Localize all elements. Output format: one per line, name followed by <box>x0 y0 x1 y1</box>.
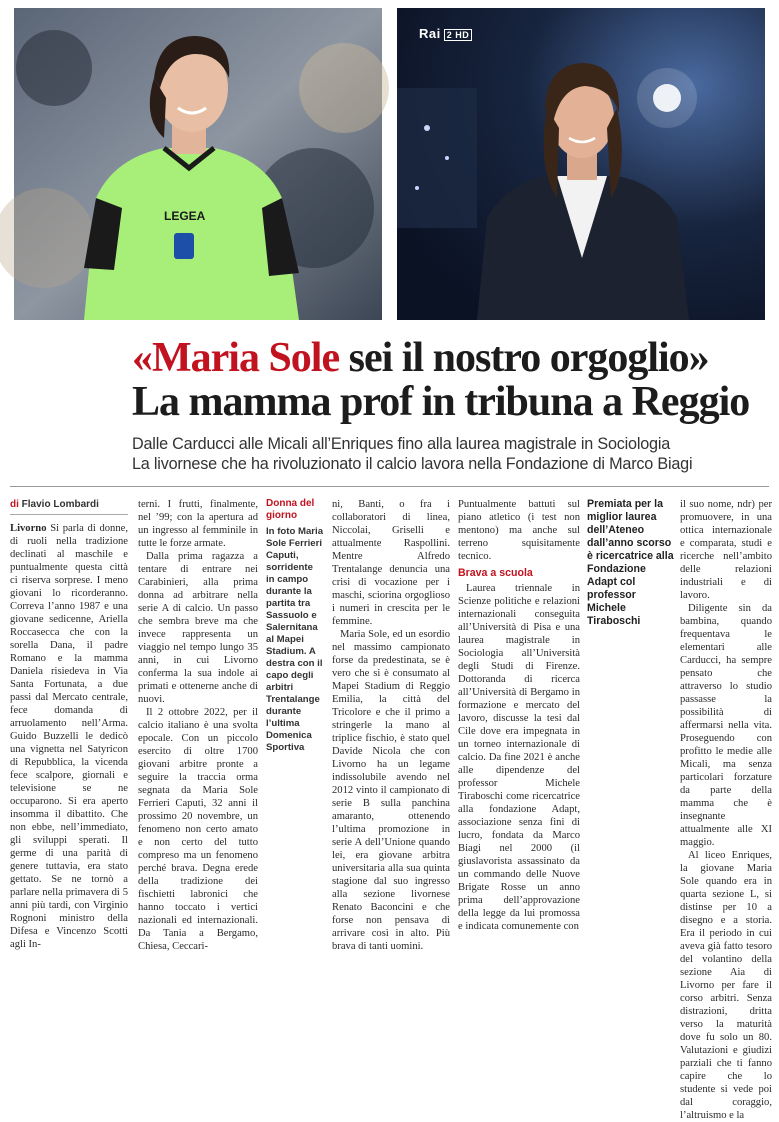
svg-text:LEGEA: LEGEA <box>164 209 206 223</box>
photo-referee-field <box>14 8 382 320</box>
paragraph: Maria Sole, ed un esordio nel massimo campionato forse da predestinata, se è vero che si è consumato al Mapei Stadium di Reggio Emilia, la città del Tricolore e che il primo a stringerle la mano al triplice fischio, è stato quel Davide Nicola che con Livorno ha un legame indissolubile avendo nel 2012 vinto il campionato di serie B sulla panchina amaranto, ottenendo l’ultima promozione in serie A dell’Unione quando lei, era giovane arbitra universitaria alla sua quinta stagione dal suo ingresso alla sezione livornese Renato Baconcini e che forse non pensava di arrivare così in alto. Più brava di tanti uomini. <box>332 629 450 952</box>
paragraph: Dalla prima ragazza a tentare di entrare nei Carabinieri, alla prima donna ad arbitrare nella serie A di calcio. Un passo che sembra breve ma che invece rappresenta un viaggio nel tempo lungo 35 anni, in cui Livorno conferma la sua indole ai primati e ottenerne anche di nuovi. <box>138 551 258 705</box>
article-column-3 <box>332 498 450 952</box>
paragraph: Al liceo Enriques, la giovane Maria Sole quando era in quarta sezione L, si distinse per 10 a disegno e a storia. Era il periodo in cui aveva già fatto tesoro del volantino della sezione Aia di Livorno per fare il corso arbitri. Senza distrazioni, dritta verso la maturità dove fu solo un 80. Valutazioni e giudizi parziali che ti fanno capire che lo studente si vede poi dal coraggio, l’altruismo e la <box>680 850 772 1121</box>
paragraph: Laurea triennale in Scienze politiche e relazioni internazionali conseguita all’Università di Pisa e una laurea magistrale in Sociologia all’Università degli Studi di Firenze. Dottoranda di ricerca all’Università di Bergamo in formazione e mercato del lavoro, discusse la tesi dal Cile dove era impegnata in un torneo internazionale di calcio. Da fine 2021 è anche alle dipendenze del professor Michele Tiraboschi come ricercatrice alla fondazione Adapt, associazione senza fini di lucro, fondata da Marco Biagi nel 2000 (il giuslavorista assassinato da un commando delle Nuove Brigate Rosse un anno prima dell’approvazione della legge da lui promossa e indicata comunemente con <box>458 583 580 932</box>
subhead-line2: La livornese che ha rivoluzionato il calcio lavora nella Fondazione di Marco Biagi <box>132 455 693 473</box>
section-heading: Brava a scuola <box>458 567 533 579</box>
headline-quote-rest: sei il nostro orgoglio» <box>339 335 709 381</box>
paragraph: Diligente sin da bambina, quando frequentava le elementari alle Carducci, ha sempre pensato che attraverso lo studio passasse la possibilità di affermarsi nella vita. Proseguendo con profitto le medie alle Micali, ma senza particolari forzature da parte della mamma che è insegnante attualmente alle XI maggio. <box>680 603 772 848</box>
paragraph-text: Si parla di donne, di ruoli nella tradizione declinati al maschile e puntualmente questa città ci riserva sorprese. I meno giovani lo ricorderanno. Correva l’anno 1987 e una giovane sedicenne, Ariella Roccasecca che con la sorella Dana, il padre Romano e la mamma Daniela risiedeva in Via Santa Fortunata, a due passi dal Mercato centrale, fece domanda di arruolamento nell’Arma. Guido Buzzelli le dedicò una vignetta nel Satyricon di Repubblica, la vicenda fece scalpore, giornali e televisione se ne occuparono. Si era aperto insomma il dibattito. Che non ebbe, nell’immediato, gli sviluppi sperati. Il germe di una parità di genere tuttavia, era stato gettato. Se ne tornò a parlare nella primavera di 5 anni più tardi, con Virginio Rognoni ministro della Difesa e Vincenzo Scotti agli In- <box>10 523 128 950</box>
article-column-2 <box>138 498 258 952</box>
paragraph: terni. I frutti, finalmente, nel ’99; con la apertura ad un ingresso al femminile in tutte le forze armate. <box>138 499 258 549</box>
paragraph: Il 2 ottobre 2022, per il calcio italiano è una svolta epocale. Con un piccolo esercito di oltre 1700 giovani arbitre pronte a seguire la traccia orma segnata da Maria Sole Ferrieri Caputi, 32 anni il prossimo 20 novembre, un fenomeno non certo amato e non certo del tutto compreso ma un fenomeno perché brava. Degna erede della tradizione dei fischietti labronici che hanno toccato i vertici nazionali ed internazionali. Da Tania a Bergamo, Chiesa, Ceccari- <box>138 707 258 952</box>
studio-illustration <box>397 8 765 320</box>
referee-illustration <box>14 8 382 320</box>
paragraph: ni, Banti, o fra i collaboratori di linea, Niccolai, Griselli e attualmente Raspollini. Mentre Alfredo Trentalange denuncia una crisi di vocazione per i maschi, sciorina orgoglioso i numeri in crescita per le femmine. <box>332 499 450 627</box>
byline <box>10 498 128 515</box>
subheadline <box>132 434 772 474</box>
photo-tv-studio <box>397 8 765 320</box>
channel-badge: 2 HD <box>444 29 473 41</box>
article-column-5 <box>680 498 772 1121</box>
paragraph: Puntualmente battuti sul piano atletico (i test non mentono) ma anche sul terreno squisitamente tecnico. <box>458 499 580 562</box>
headline-name: «Maria Sole <box>132 335 340 381</box>
headline <box>132 336 772 424</box>
caption-title: Donna del giorno <box>266 498 315 521</box>
caption-text: In foto Maria Sole Ferrieri Caputi, sorridente in campo durante la partita tra Sassuolo e Salernitana al Mapei Stadium. A destra con il capo degli arbitri Trentalange durante l’ultima Domenica Sportiva <box>266 526 324 753</box>
paragraph <box>10 522 128 951</box>
paragraph: il suo nome, ndr) per promuovere, in una ottica internazionale e comparata, studi e ricerche nell’ambito delle relazioni industriali e di lavoro. <box>680 499 772 601</box>
pull-quote: Premiata per la miglior laurea dell’Ateneo dall’anno scorso è ricercatrice alla Fondazione Adapt col professor Michele Tiraboschi <box>587 498 674 627</box>
byline-author: Flavio Lombardi <box>21 499 99 510</box>
dateline: Livorno <box>10 523 47 534</box>
tv-channel-logo <box>419 26 472 41</box>
headline-line1 <box>132 336 772 380</box>
article-column-1 <box>10 498 128 950</box>
byline-prefix: di <box>10 499 19 510</box>
article-column-4 <box>458 498 580 932</box>
subhead-line1: Dalle Carducci alle Micali all’Enriques fino alla laurea magistrale in Sociologia <box>132 435 671 453</box>
photo-caption <box>266 498 324 754</box>
divider <box>10 486 769 487</box>
headline-line2: La mamma prof in tribuna a Reggio <box>132 379 750 425</box>
rai-logo-text: Rai <box>419 26 441 41</box>
